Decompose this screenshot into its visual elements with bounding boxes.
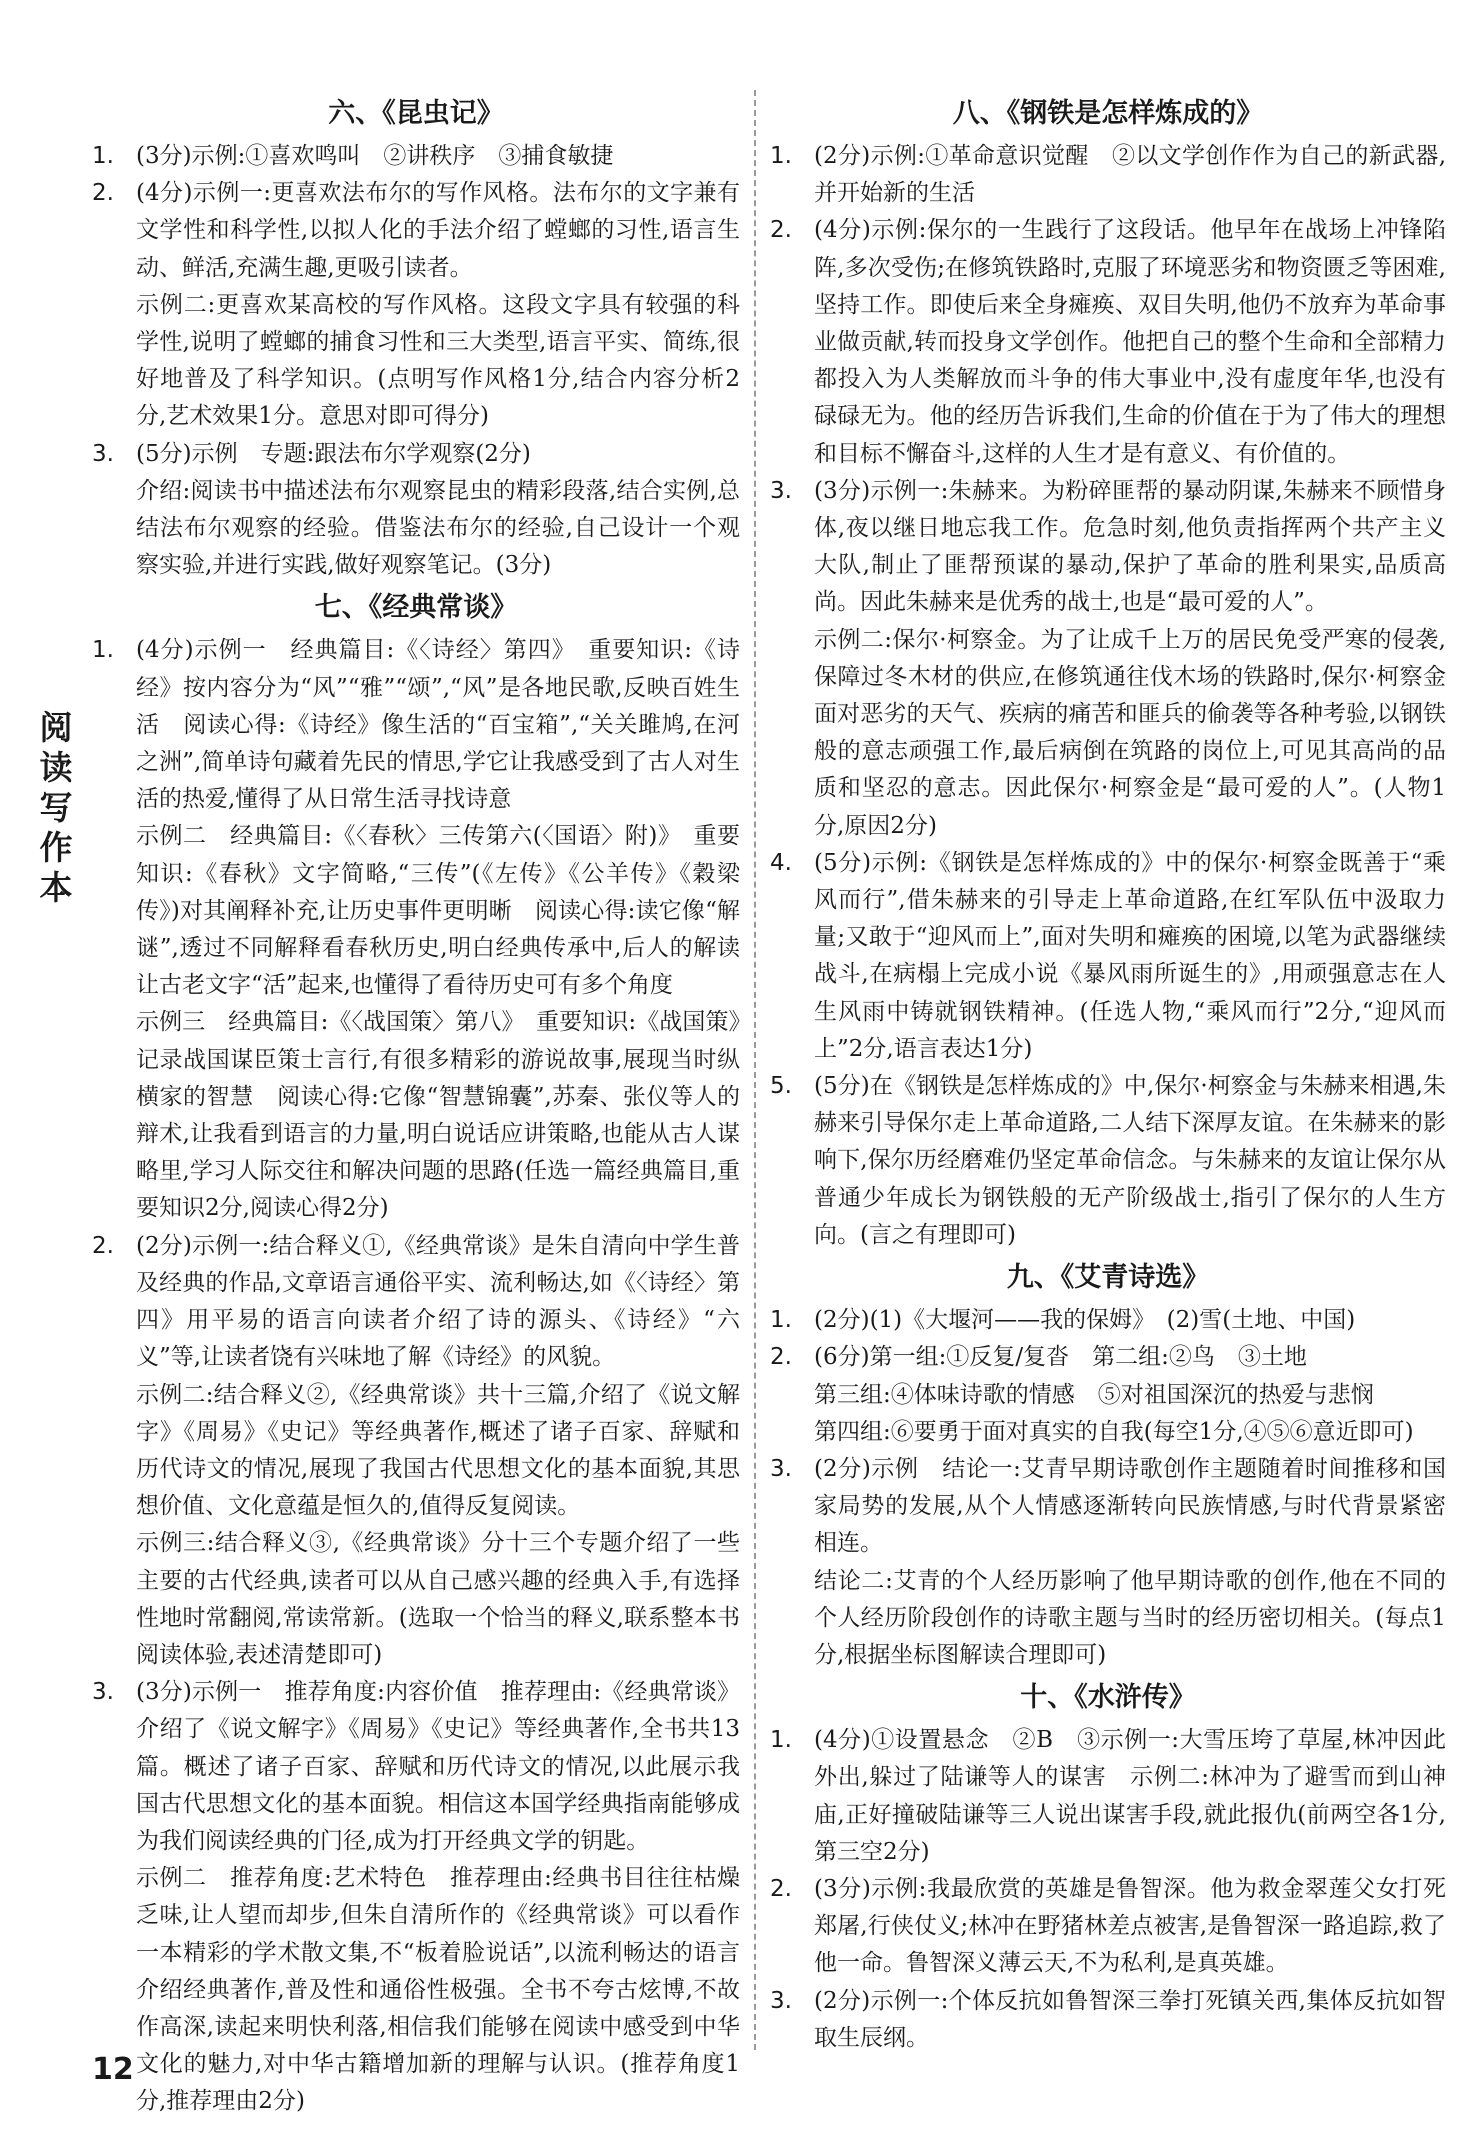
left-column [92,90,740,2121]
answer-text: (2分)示例一:结合释义①,《经典常谈》是朱自清向中学生普及经典的作品,文章语言通俗平实、流利畅达,如《〈诗经〉第四》用平易的语言向读者介绍了诗的源头、《诗经》“六义”等,让读者饶有兴味地了解《诗经》的风貌。 [136,1232,740,1371]
answer-item [92,1228,740,1674]
answer-text: (4分)示例一:更喜欢法布尔的写作风格。法布尔的文字兼有文学性和科学性,以拟人化的手法介绍了螳螂的习性,语言生动、鲜活,充满生趣,更吸引读者。 [136,180,740,281]
answer-item [92,1674,740,2120]
section [770,1676,1446,2057]
answer-text: (5分)示例 专题:跟法布尔学观察(2分) [136,440,531,467]
answer-text: (5分)在《钢铁是怎样炼成的》中,保尔·柯察金与朱赫来相遇,朱赫来引导保尔走上革命道路,二人结下深厚友谊。在朱赫来的影响下,保尔历经磨难仍坚定革命信念。与朱赫来的友谊让保尔从普通少年成长为钢铁般的无产阶级战士,指引了保尔的人生方向。(言之有理即可) [814,1073,1446,1248]
answer-text: 示例二:结合释义②,《经典常谈》共十三篇,介绍了《说文解字》《周易》《史记》等经典著作,概述了诸子百家、辞赋和历代诗文的情况,展现了我国古代思想文化的基本面貌,其思想价值、文化意蕴是恒久的,值得反复阅读。 [136,1381,740,1520]
answer-item [770,1068,1446,1254]
answer-item [770,1983,1446,2057]
answer-text: (3分)示例一 推荐角度:内容价值 推荐理由:《经典常谈》介绍了《说文解字》《周易》《史记》等经典著作,全书共13篇。概述了诸子百家、辞赋和历代诗文的情况,以此展示我国古代思想文化的基本面貌。相信这本国学经典指南能够成为我们阅读经典的门径,成为打开经典文学的钥匙。 [136,1679,740,1854]
answer-text: (3分)示例:①喜欢鸣叫 ②讲秩序 ③捕食敏捷 [136,143,614,169]
answer-text: (3分)示例一:朱赫来。为粉碎匪帮的暴动阴谋,朱赫来不顾惜身体,夜以继日地忘我工作。危急时刻,他负责指挥两个共产主义大队,制止了匪帮预谋的暴动,保护了革命的胜利果实,品质高尚。因此朱赫来是优秀的战士,也是“最可爱的人”。 [814,477,1446,616]
answer-text: (4分)①设置悬念 ②B ③示例一:大雪压垮了草屋,林冲因此外出,躲过了陆谦等人的谋害 示例二:林冲为了避雪而到山神庙,正好撞破陆谦等三人说出谋害手段,就此报仇(前两空各1分,第三空2分) [814,1727,1446,1865]
answer-item [92,175,740,435]
answer-item [770,473,1446,845]
answer-text: (2分)示例一:个体反抗如鲁智深三拳打死镇关西,集体反抗如智取生辰纲。 [814,1987,1446,2051]
section-title: 九、《艾青诗选》 [1006,1262,1210,1294]
section-title: 八、《钢铁是怎样炼成的》 [952,98,1264,129]
answer-item [92,436,740,585]
item-number: 1. [770,143,792,169]
answer-text: (6分)第一组:①反复/复沓 第二组:②鸟 ③土地 [814,1344,1307,1371]
item-number: 2. [770,1875,792,1902]
item-number: 1. [92,143,114,169]
answer-item [770,1339,1446,1451]
section [770,92,1446,1254]
item-number: 3. [92,1679,114,1706]
answer-text: (4分)示例一 经典篇目:《〈诗经〉第四》 重要知识:《诗经》按内容分为“风”“雅”“颂”,“风”是各地民歌,反映百姓生活 阅读心得:《诗经》像生活的“百宝箱”,“关关雎鸠,在河之洲”,简单诗句藏着先民的情思,学它让我感受到了古人对生活的热爱,懂得了从日常生活寻找诗意 [136,637,740,813]
item-number: 2. [770,1344,792,1371]
answer-text: 示例三 经典篇目:《〈战国策〉第八》 重要知识:《战国策》记录战国谋臣策士言行,有很多精彩的游说故事,展现当时纵横家的智慧 阅读心得:它像“智慧锦囊”,苏秦、张仪等人的辩术,让我看到语言的力量,明白说话应讲策略,也能从古人谋略里,学习人际交往和解决问题的思路(任选一篇经典篇目,重要知识2分,阅读心得2分) [136,1009,740,1222]
item-number: 1. [770,1727,792,1754]
item-number: 2. [92,180,114,207]
right-column [770,90,1446,2057]
item-number: 1. [92,637,114,664]
answer-text: 示例二:更喜欢某高校的写作风格。这段文字具有较强的科学性,说明了螳螂的捕食习性和三大类型,语言平实、简练,很好地普及了科学知识。(点明写作风格1分,结合内容分析2分,艺术效果1分。意思对即可得分) [136,291,740,430]
answer-text: (2分)(1)《大堰河——我的保姆》 (2)雪(土地、中国) [814,1307,1356,1334]
item-number: 1. [770,1307,792,1334]
answer-item [770,138,1446,212]
answer-item [770,1451,1446,1674]
section-title: 六、《昆虫记》 [328,98,504,129]
answer-text: 示例三:结合释义③,《经典常谈》分十三个专题介绍了一些主要的古代经典,读者可以从自己感兴趣的经典入手,有选择性地时常翻阅,常读常新。(选取一个恰当的释义,联系整本书阅读体验,表述清楚即可) [136,1530,740,1668]
answer-text: (3分)示例:我最欣赏的英雄是鲁智深。他为救金翠莲父女打死郑屠,行侠仗义;林冲在野猪林差点被害,是鲁智深一路追踪,救了他一命。鲁智深义薄云天,不为私利,是真英雄。 [814,1875,1446,1977]
answer-text: (5分)示例:《钢铁是怎样炼成的》中的保尔·柯察金既善于“乘风而行”,借朱赫来的引导走上革命道路,在红军队伍中汲取力量;又敢于“迎风而上”,面对失明和瘫痪的困境,以笔为武器继续战斗,在病榻上完成小说《暴风雨所诞生的》,用顽强意志在人生风雨中铸就钢铁精神。(任选人物,“乘风而行”2分,“迎风而上”2分,语言表达1分) [814,849,1446,1062]
item-number: 4. [770,849,792,876]
answer-text: 示例二 经典篇目:《〈春秋〉三传第六(〈国语〉附)》 重要知识:《春秋》文字简略,“三传”(《左传》《公羊传》《穀梁传》)对其阐释补充,让历史事件更明晰 阅读心得:读它像“解谜”,透过不同解释看春秋历史,明白经典传承中,后人的解读让古老文字“活”起来,也懂得了看待历史可有多个角度 [136,823,740,999]
answer-text: 结论二:艾青的个人经历影响了他早期诗歌的创作,他在不同的个人经历阶段创作的诗歌主题与当时的经历密切相关。(每点1分,根据坐标图解读合理即可) [814,1567,1446,1668]
answer-text: 示例二:保尔·柯察金。为了让成千上万的居民免受严寒的侵袭,保障过冬木材的供应,在修筑通往伐木场的铁路时,保尔·柯察金面对恶劣的天气、疾病的痛苦和匪兵的偷袭等各种考验,以钢铁般的意志顽强工作,最后病倒在筑路的岗位上,可见其高尚的品质和坚忍的意志。因此保尔·柯察金是“最可爱的人”。(人物1分,原因2分) [814,626,1446,839]
answer-item [770,1302,1446,1339]
item-number: 3. [92,440,114,467]
answer-item [770,845,1446,1068]
section-title: 七、《经典常谈》 [314,592,518,624]
answer-item [770,1722,1446,1871]
section [770,1256,1446,1674]
answer-text: 示例二 推荐角度:艺术特色 推荐理由:经典书目往往枯燥乏味,让人望而却步,但朱自清所作的《经典常谈》可以看作一本精彩的学术散文集,不“板着脸说话”,以流利畅达的语言介绍经典著作,普及性和通俗性极强。全书不夸古炫博,不故作高深,读起来明快利落,相信我们能够在阅读中感受到中华文化的魅力,对中华古籍增加新的理解与认识。(推荐角度1分,推荐理由2分) [136,1865,740,2115]
item-number: 2. [770,217,792,244]
answer-text: 第四组:⑥要勇于面对真实的自我(每空1分,④⑤⑥意近即可) [814,1418,1414,1445]
answer-text: (2分)示例:①革命意识觉醒 ②以文学创作作为自己的新武器,并开始新的生活 [814,143,1446,207]
item-number: 5. [770,1073,792,1100]
page-number: 12 [92,2052,134,2087]
answer-text: (2分)示例 结论一:艾青早期诗歌创作主题随着时间推移和国家局势的发展,从个人情感逐渐转向民族情感,与时代背景紧密相连。 [814,1455,1446,1557]
side-label: 阅读写作本 [39,708,73,907]
column-divider [754,90,756,2050]
answer-item [92,632,740,1227]
answer-item [92,138,740,175]
answer-text: 第三组:④体味诗歌的情感 ⑤对祖国深沉的热爱与悲悯 [814,1381,1374,1408]
answer-text: (4分)示例:保尔的一生践行了这段话。他早年在战场上冲锋陷阵,多次受伤;在修筑铁路时,克服了环境恶劣和物资匮乏等困难,坚持工作。即使后来全身瘫痪、双目失明,他仍不放弃为革命事业做贡献,转而投身文学创作。他把自己的整个生命和全部精力都投入为人类解放而斗争的伟大事业中,没有虚度年华,也没有碌碌无为。他的经历告诉我们,生命的价值在于为了伟大的理想和目标不懈奋斗,这样的人生才是有意义、有价值的。 [814,217,1446,467]
section [92,92,740,584]
answer-item [770,1871,1446,1983]
item-number: 3. [770,477,792,504]
answer-item [770,212,1446,472]
answer-text: 介绍:阅读书中描述法布尔观察昆虫的精彩段落,结合实例,总结法布尔观察的经验。借鉴法布尔的经验,自己设计一个观察实验,并进行实践,做好观察笔记。(3分) [136,477,740,579]
item-number: 2. [92,1232,114,1259]
item-number: 3. [770,1987,792,2014]
section-title: 十、《水浒传》 [1020,1682,1196,1714]
item-number: 3. [770,1455,792,1482]
section [92,586,740,2120]
